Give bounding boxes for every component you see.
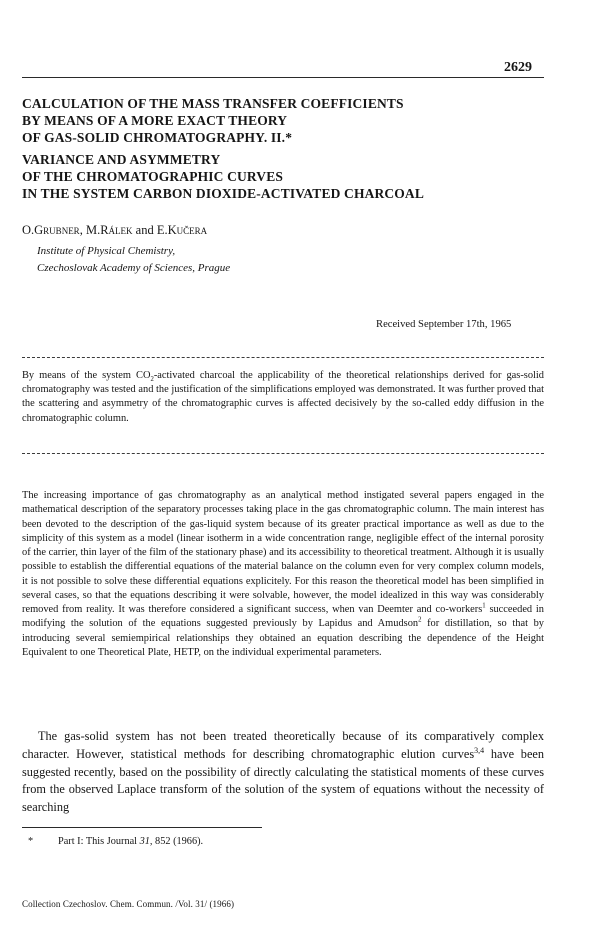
footnote-symbol: * — [28, 836, 34, 847]
footnote-text-a: Part I: This Journal — [58, 836, 140, 847]
received-date: Received September 17th, 1965 — [376, 319, 512, 330]
paragraph-1-text-b: succeeded in modifying the solution of the equations suggested previously by Lapidus and Amudson — [22, 604, 544, 630]
citation-ref: 3,4 — [474, 745, 485, 755]
subtitle-line-3: IN THE SYSTEM CARBON DIOXIDE-ACTIVATED CHARCOAL — [22, 186, 424, 201]
citation-ref: 1 — [482, 602, 486, 610]
abstract-rule-top — [22, 357, 544, 358]
abstract-rule-bottom — [22, 453, 544, 454]
citation-ref: 2 — [418, 616, 422, 624]
author-1-name: Grubner — [34, 223, 80, 237]
footnote — [28, 836, 203, 847]
paragraph-2-text-a: The gas-solid system has not been treated theoretically because of its comparatively complex character. However, statistical methods for describing chromatographic elution curves — [22, 729, 544, 761]
footnote-rule — [22, 827, 262, 828]
author-2-initial: M. — [85, 223, 101, 237]
header-rule — [22, 77, 544, 78]
subscript: 2 — [150, 376, 154, 384]
paragraph-2-text-b: have been suggested recently, based on the possibility of directly calculating the statistical moments of these curves from the observed Laplace transform of the solution of the system of equations without the necessity of searching — [22, 746, 545, 815]
affiliation-line-1: Institute of Physical Chemistry, — [37, 245, 176, 257]
paragraph-1-text-a: The increasing importance of gas chromatography as an analytical method instigated several papers engaged in the mathematical description of the separatory processes taking place in the gas chromatographic column. The main interest has been devoted to the description of the gas-liquid system because of its greater practical importance as well as due to the simplicity of this system as a model (linear isotherm in a wide concentration range, negligible effect of the internal porosity of the carrier, thin layer of the film of the stationary phase) and its accessibility to theoretical treatment. Although it is usually possible to establish the differential equations of the material balance on the column even for very complex column models, it is not possible to solve these differential equations explicitely. For this reason the theoretical model has been simplified in several cases, so that the equations describing it were solvable, however, the model idealized in this way was considerably removed from reality. It was therefore considered a significant success, when van Deemter and co-workers — [22, 490, 544, 615]
authors — [22, 223, 207, 238]
paragraph-1 — [22, 489, 544, 660]
author-2-name: Rálek — [100, 223, 133, 237]
author-3-name: Kučera — [167, 223, 208, 237]
paragraph-1-text-c: for distillation, so that by introducing several semiempirical relationships they obtained an equation describing the dependence of the Height Equivalent to one Theoretical Plate, HETP, on the individual experimental parameters. — [22, 618, 544, 658]
footnote-text-b: 852 (1966). — [152, 836, 204, 847]
title-line-3: OF GAS-SOLID CHROMATOGRAPHY. II.* — [22, 130, 293, 145]
affiliation-line-2: Czechoslovak Academy of Sciences, Prague — [37, 262, 231, 274]
abstract-text-2: -activated charcoal the applicability of the theoretical relationships derived for gas-solid chromatography was tested and the justification of the simplifications employed was demonstrated. It was further proved that the scattering and asymmetry of the chromatographic curves is affected decisively by the so-called eddy diffusion in the chromatographic column. — [22, 370, 544, 424]
paragraph-2 — [22, 728, 544, 817]
author-separator: , — [79, 223, 86, 237]
title-line-1: CALCULATION OF THE MASS TRANSFER COEFFICIENTS — [22, 96, 404, 111]
title-line-2: BY MEANS OF A MORE EXACT THEORY — [22, 113, 288, 128]
subtitle-line-2: OF THE CHROMATOGRAPHIC CURVES — [22, 169, 284, 184]
author-3-initial: E. — [156, 223, 168, 237]
page-number: 2629 — [504, 60, 532, 75]
journal-footer: Collection Czechoslov. Chem. Commun. /Vol. 31/ (1966) — [22, 899, 235, 909]
author-1-initial: O. — [22, 223, 35, 237]
abstract — [22, 369, 544, 426]
author-separator: and — [132, 223, 157, 237]
subtitle-line-1: VARIANCE AND ASYMMETRY — [22, 152, 221, 167]
footnote-volume: 31, — [139, 836, 153, 847]
abstract-text-1: By means of the system CO — [22, 370, 151, 381]
